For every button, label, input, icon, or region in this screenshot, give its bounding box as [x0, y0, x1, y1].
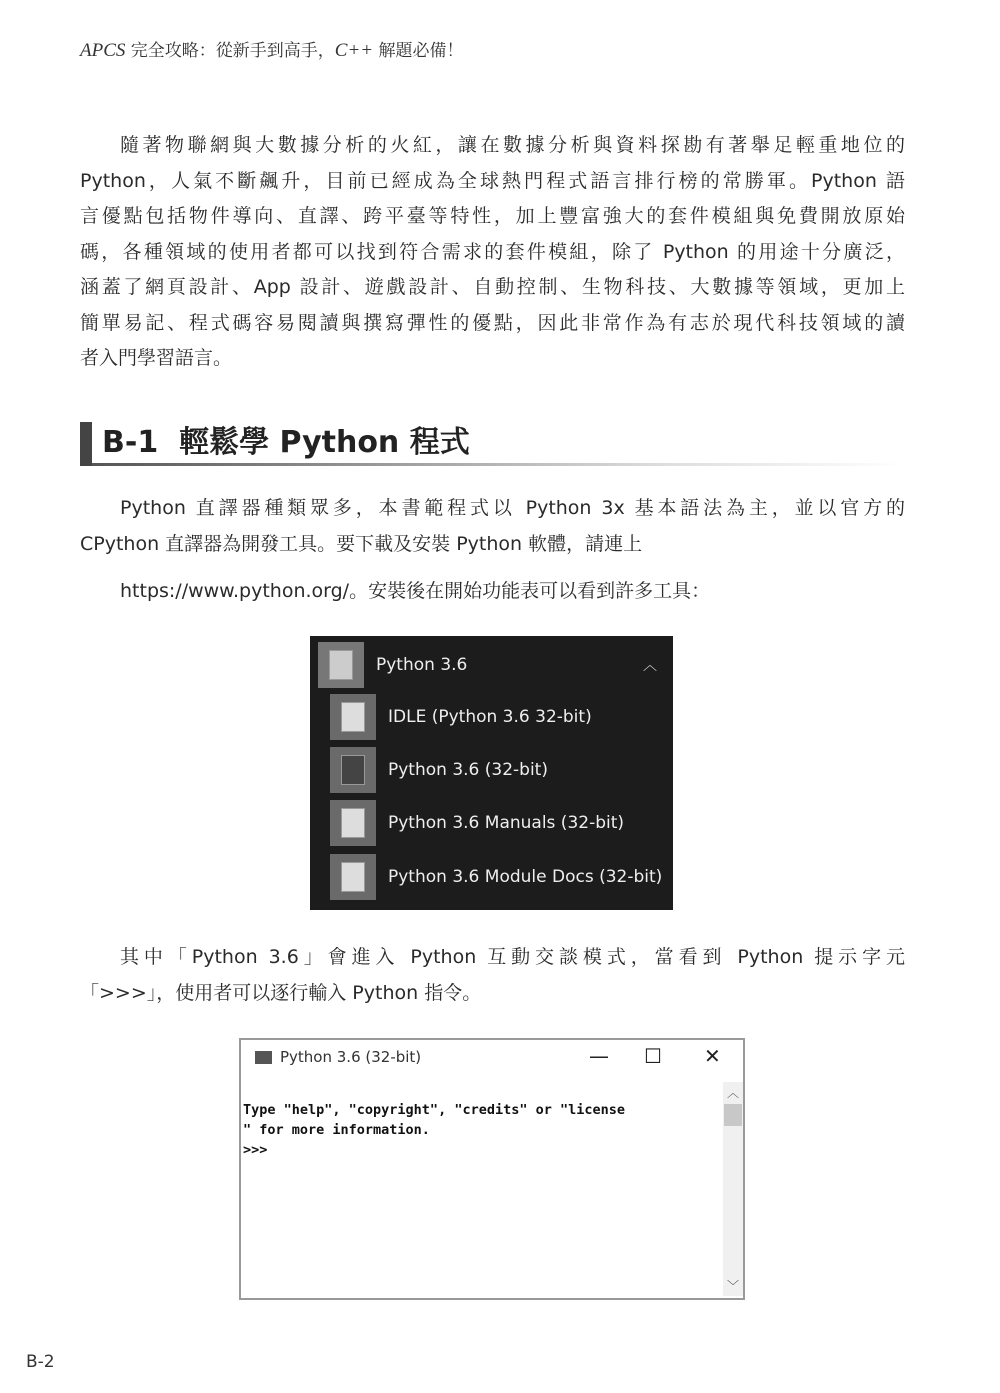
idle-icon — [330, 694, 376, 740]
page-number: B-2 — [26, 1352, 55, 1372]
header-title-end: 解題必備！ — [373, 41, 464, 61]
text-line: 碼，各種領域的使用者都可以找到符合需求的套件模組，除了 Python 的用途十分廣泛， — [80, 240, 905, 263]
help-document-icon — [330, 800, 376, 846]
python-console-icon — [330, 747, 376, 793]
window-title: Python 3.6 (32-bit) — [280, 1048, 422, 1066]
text-line: 隨著物聯網與大數據分析的火紅，讓在數據分析與資料探勘有著舉足輕重地位的 — [120, 134, 905, 156]
section-heading — [80, 420, 905, 466]
header-lang: C++ — [334, 40, 374, 61]
menu-folder-python[interactable] — [318, 640, 681, 690]
menu-item-python[interactable] — [330, 745, 693, 795]
python-console-icon — [255, 1051, 272, 1064]
running-header — [80, 36, 464, 62]
menu-item-module-docs[interactable] — [330, 852, 693, 902]
section-title: B-1 輕鬆學 Python 程式 — [102, 425, 470, 460]
text-line: 其中「Python 3.6」會進入 Python 互動交談模式，當看到 Python 提示字元 — [120, 946, 905, 968]
text-line: 涵蓋了網頁設計、App 設計、遊戲設計、自動控制、生物科技、大數據等領域，更加上 — [80, 276, 905, 298]
close-button[interactable]: ✕ — [704, 1044, 721, 1068]
scroll-down-icon[interactable]: ﹀ — [727, 1279, 740, 1293]
text-line: https://www.python.org/。安裝後在開始功能表可以看到許多工具： — [120, 580, 711, 602]
paragraph-3 — [80, 574, 905, 610]
scroll-up-icon[interactable]: ︿ — [727, 1086, 740, 1100]
intro-paragraph — [80, 128, 905, 377]
menu-item-label: Python 3.6 Manuals (32-bit) — [388, 813, 625, 833]
folder-label: Python 3.6 — [376, 655, 468, 675]
heading-bar — [80, 422, 92, 466]
minimize-button[interactable]: — — [589, 1044, 609, 1068]
maximize-button[interactable]: ☐ — [644, 1044, 662, 1068]
paragraph-4 — [80, 940, 905, 1011]
menu-item-label: Python 3.6 (32-bit) — [388, 760, 548, 780]
text-line: 言優點包括物件導向、直譯、跨平臺等特性，加上豐富強大的套件模組與免費開放原始 — [80, 205, 905, 227]
menu-item-label: Python 3.6 Module Docs (32-bit) — [388, 867, 663, 887]
menu-item-label: IDLE (Python 3.6 32-bit) — [388, 707, 592, 727]
folder-icon — [318, 642, 364, 688]
text-line: CPython 直譯器為開發工具。要下載及安裝 Python 軟體，請連上 — [80, 532, 643, 555]
vertical-scrollbar[interactable] — [723, 1082, 743, 1296]
start-menu-screenshot — [310, 636, 673, 910]
scrollbar-thumb[interactable] — [724, 1104, 742, 1126]
menu-item-manuals[interactable] — [330, 798, 693, 848]
module-docs-icon — [330, 854, 376, 900]
python-console-window — [239, 1038, 745, 1300]
console-output[interactable]: Type "help", "copyright", "credits" or "license " for more information. >>> — [243, 1102, 626, 1158]
menu-item-idle[interactable] — [330, 692, 693, 742]
paragraph-2 — [80, 491, 905, 562]
text-line: Python 直譯器種類眾多，本書範程式以 Python 3x 基本語法為主，並以官方的 — [120, 497, 905, 519]
text-line: 者入門學習語言。 — [80, 347, 233, 369]
heading-rule — [92, 463, 905, 466]
book-abbr: APCS — [80, 40, 126, 61]
text-line: Python，人氣不斷飆升，目前已經成為全球熱門程式語言排行榜的常勝軍。Python 語 — [80, 169, 905, 192]
text-line: 「>>>」，使用者可以逐行輸入 Python 指令。 — [80, 981, 482, 1004]
window-titlebar — [255, 1048, 421, 1066]
header-title: 完全攻略：從新手到高手， — [125, 41, 335, 61]
text-line: 簡單易記、程式碼容易閱讀與撰寫彈性的優點，因此非常作為有志於現代科技領域的讀 — [80, 311, 905, 334]
chevron-up-icon: ︿ — [643, 658, 657, 674]
